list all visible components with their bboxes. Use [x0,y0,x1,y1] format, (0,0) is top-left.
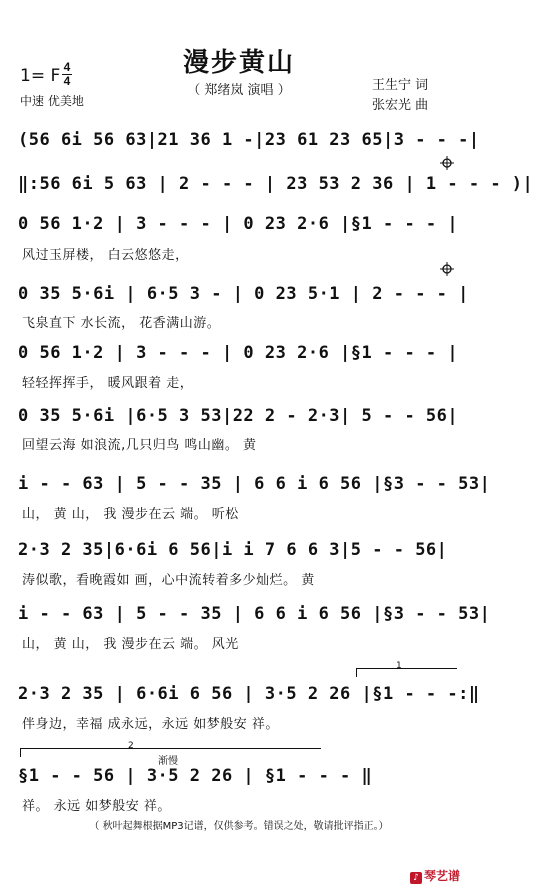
score-line: ‖:56 6i 5 63 | 2 - - - | 23 53 2 36 | 1 - - - )| [18,174,533,194]
logo-text: 琴艺谱 [424,869,461,883]
lyric-line: 涛似歌，看晚霞如 画，心中流转着多少灿烂。 黄 [22,573,315,588]
ritardando-marking: 渐慢 [158,756,178,767]
lyric-line: 轻轻挥挥手， 暖风跟着 走， [22,376,194,391]
site-logo[interactable] [410,867,460,884]
time-signature-bottom: 4 [63,74,71,88]
time-signature [62,62,72,87]
score-line: 0 35 5·6i |6·5 3 53|22 2 - 2·3| 5 - - 56| [18,406,459,426]
lyric-line: 风过玉屏楼， 白云悠悠走， [22,248,189,263]
score-line: 2·3 2 35 | 6·6i 6 56 | 3·5 2 26 |§1 - - -:‖ [18,684,480,704]
lyric-line: 山， 黄 山， 我 漫步在云 端。 听松 [22,507,239,522]
lyric-line: 山， 黄 山， 我 漫步在云 端。 风光 [22,637,239,652]
score-line: i - - 63 | 5 - - 35 | 6 6 i 6 56 |§3 - - 53| [18,604,491,624]
lyricist-credit: 王生宁 词 [372,78,429,93]
lyric-line: 祥。 永远 如梦般安 祥。 [22,799,171,814]
score-line: §1 - - 56 | 3·5 2 26 | §1 - - - ‖ [18,766,373,786]
time-signature-top: 4 [63,60,71,74]
coda-icon [440,156,454,170]
volta-number: 1 [396,661,402,671]
tempo-marking: 中速 优美地 [20,94,84,108]
score-line: (56 6i 56 63|21 36 1 -|23 61 23 65|3 - - -| [18,130,480,150]
lyric-line: 飞泉直下 水长流， 花香满山游。 [22,316,221,331]
coda-icon [440,262,454,276]
transcriber-note: （ 秋叶起舞根据MP3记谱，仅供参考。错误之处，敬请批评指正。） [89,821,389,832]
score-line: 0 56 1·2 | 3 - - - | 0 23 2·6 |§1 - - - | [18,214,459,234]
singer-credit: （ 郑绪岚 演唱 ） [187,83,291,98]
score-line: 0 56 1·2 | 3 - - - | 0 23 2·6 |§1 - - - | [18,343,459,363]
volta-bracket-1 [356,668,457,677]
lyric-line: 伴身边，幸福 成永远，永远 如梦般安 祥。 [22,717,279,732]
score-line: 2·3 2 35|6·6i 6 56|i i 7 6 6 3|5 - - 56| [18,540,448,560]
logo-icon: ♪ [410,872,422,884]
score-line: 0 35 5·6i | 6·5 3 - | 0 23 5·1 | 2 - - - | [18,284,469,304]
song-title: 漫步黄山 [182,48,295,78]
composer-credit: 张宏光 曲 [372,98,429,113]
volta-number: 2 [128,741,134,751]
lyric-line: 回望云海 如浪流,几只归鸟 鸣山幽。 黄 [22,438,257,453]
key-signature: 1= F [20,66,61,86]
score-line: i - - 63 | 5 - - 35 | 6 6 i 6 56 |§3 - - 53| [18,474,491,494]
